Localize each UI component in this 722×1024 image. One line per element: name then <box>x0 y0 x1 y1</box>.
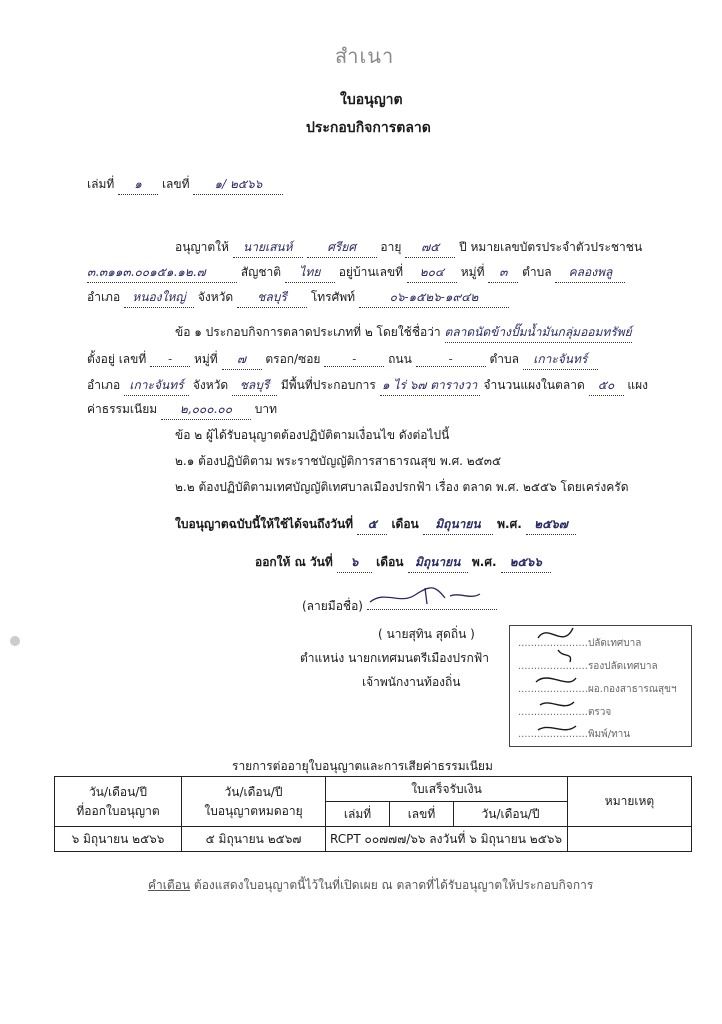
cell-remark <box>568 827 692 852</box>
licensee-surname: ศรียศ <box>307 238 377 258</box>
issued-line <box>255 553 551 573</box>
header-remark: หมายเหตุ <box>568 777 692 827</box>
issued-year-label: พ.ศ. <box>471 555 497 569</box>
soi-label: ตรอก/ซอย <box>265 352 321 366</box>
clause1-province-label: จังหวัด <box>192 378 229 392</box>
validity-line <box>175 515 576 535</box>
book-label: เล่มที่ <box>87 177 115 191</box>
copy-stamp: สำเนา <box>335 44 395 68</box>
baht-label: บาท <box>254 402 278 416</box>
validity-month: มิถุนายน <box>423 515 493 535</box>
handwritten-signature <box>365 580 485 610</box>
warning-text: ต้องแสดงใบอนุญาตนี้ไว้ในที่เปิดเผย ณ ตลาดที่ได้รับอนุญาตให้ประกอบกิจการ <box>193 878 594 892</box>
province-label: จังหวัด <box>197 290 234 304</box>
tambon-label: ตำบล <box>522 265 552 279</box>
clause1-province: ชลบุรี <box>232 376 277 396</box>
road: - <box>416 352 486 367</box>
clause1-line-4 <box>87 400 277 420</box>
age-label: อายุ <box>380 240 402 254</box>
house-label: อยู่บ้านเลขที่ <box>338 265 404 279</box>
cell-issue-date: ๖ มิถุนายน ๒๕๖๖ <box>55 827 182 852</box>
fee: ๒,๐๐๐.๐๐ <box>161 400 251 420</box>
document-subtitle: ประกอบกิจการตลาด <box>306 120 431 136</box>
header-number: เลขที่ <box>390 802 454 827</box>
approval-row: ......................ผอ.กองสาธารณสุขฯ <box>518 684 677 695</box>
nationality-label: สัญชาติ <box>240 265 282 279</box>
clause1-moo-label: หมู่ที่ <box>193 352 218 366</box>
road-label: ถนน <box>388 352 412 366</box>
issued-month-label: เดือน <box>376 555 404 569</box>
issued-year: ๒๕๖๖ <box>501 553 551 573</box>
book-number: ๑ <box>118 175 158 195</box>
approval-row: ......................รองปลัดเทศบาล <box>518 661 658 672</box>
header-receipt: ใบเสร็จรับเงิน <box>326 777 568 802</box>
clause1-amphoe-label: อำเภอ <box>87 378 121 392</box>
validity-year: ๒๕๖๗ <box>526 515 576 535</box>
punch-hole-mark <box>10 636 20 646</box>
validity-year-label: พ.ศ. <box>497 517 522 531</box>
validity-label: ใบอนุญาตฉบับนี้ให้ใช้ได้จนถึงวันที่ <box>175 517 354 531</box>
header-receipt-date: วัน/เดือน/ปี <box>454 802 568 827</box>
tambon: คลองพลู <box>555 263 625 283</box>
signatory-position-line <box>300 649 489 668</box>
issued-month: มิถุนายน <box>408 553 468 573</box>
phone: ๐๖-๑๕๒๖-๑๙๔๒ <box>359 288 509 308</box>
id-label: ปี หมายเลขบัตรประจำตัวประชาชน <box>459 240 643 254</box>
approval-row: ......................พิมพ์/ทาน <box>518 729 631 740</box>
document-title: ใบอนุญาต <box>340 92 403 108</box>
amphoe: หนองใหญ่ <box>124 288 194 308</box>
clause1-tambon-label: ตำบล <box>489 352 519 366</box>
approval-row: ......................ตรวจ <box>518 707 612 718</box>
phone-label: โทรศัพท์ <box>310 290 356 304</box>
area-label: มีพื้นที่ประกอบการ <box>280 378 376 392</box>
clause2-heading: ข้อ ๒ ผู้ได้รับอนุญาตต้องปฏิบัติตามเงื่อนไข ดังต่อไปนี้ <box>175 428 450 442</box>
approval-box <box>509 625 692 747</box>
id-number: ๓.๓๑๑๓.๐๐๑๕๑.๑๒.๗ <box>87 263 237 283</box>
issued-label: ออกให้ ณ วันที่ <box>255 555 333 569</box>
location-label: ตั้งอยู่ เลขที่ <box>87 352 147 366</box>
fee-label: ค่าธรรมเนียม <box>87 402 158 416</box>
validity-month-label: เดือน <box>391 517 419 531</box>
clause1-tambon: เกาะจันทร์ <box>523 350 598 370</box>
clause1-moo: ๗ <box>222 350 262 370</box>
house-number: ๒๐๔ <box>407 263 457 283</box>
license-number-label: เลขที่ <box>161 177 190 191</box>
grant-label: อนุญาตให้ <box>175 240 229 254</box>
clause2-item-1: ๒.๑ ต้องปฏิบัติตาม พระราชบัญญัติการสาธารณสุข พ.ศ. ๒๕๓๕ <box>175 454 502 468</box>
fees-table <box>54 776 692 852</box>
book-line <box>87 175 283 195</box>
licensee-age: ๗๕ <box>405 238 455 258</box>
soi: - <box>324 352 384 367</box>
position-label: ตำแหน่ง <box>300 651 345 665</box>
cell-receipt: RCPT ๐๐๗๗๗/๖๖ ลงวันที่ ๖ มิถุนายน ๒๕๖๖ <box>326 827 568 852</box>
clause1-line-3 <box>87 376 648 396</box>
stalls-unit: แผง <box>627 378 649 392</box>
signature-label: (ลายมือชื่อ) <box>302 599 363 613</box>
signatory-position: นายกเทศมนตรีเมืองปรกฟ้า <box>348 651 489 665</box>
location-number: - <box>150 352 190 367</box>
clause1-line-1 <box>175 323 632 343</box>
market-name: ตลาดนัดข้างปั๊มน้ำมันกลุ่มออมทรัพย์ <box>445 323 632 343</box>
licensee-name: นายเสนห์ <box>233 238 303 258</box>
signatory-role: เจ้าพนักงานท้องถิ่น <box>362 675 461 689</box>
licensee-line-1 <box>175 238 642 258</box>
moo-label: หมู่ที่ <box>460 265 485 279</box>
approval-row: ......................ปลัดเทศบาล <box>518 638 642 649</box>
clause1-line-2 <box>87 350 598 370</box>
table-row <box>55 827 692 852</box>
amphoe-label: อำเภอ <box>87 290 121 304</box>
clause1-amphoe: เกาะจันทร์ <box>124 376 189 396</box>
header-book: เล่มที่ <box>326 802 390 827</box>
validity-day: ๕ <box>357 515 387 535</box>
clause2-item-2: ๒.๒ ต้องปฏิบัติตามเทศบัญญัติเทศบาลเมืองปรกฟ้า เรื่อง ตลาด พ.ศ. ๒๕๕๖ โดยเคร่งครัด <box>175 480 629 494</box>
header-expire-date: วัน/เดือน/ปี ใบอนุญาตหมดอายุ <box>182 777 326 827</box>
licensee-line-3 <box>87 288 509 308</box>
nationality: ไทย <box>285 263 335 283</box>
issued-day: ๖ <box>337 553 372 573</box>
fees-table-caption: รายการต่ออายุใบอนุญาตและการเสียค่าธรรมเนียม <box>232 759 493 773</box>
moo: ๓ <box>488 263 518 283</box>
warning-label: คำเตือน <box>148 878 191 892</box>
licensee-line-2 <box>87 263 625 283</box>
header-issue-date: วัน/เดือน/ปี ที่ออกใบอนุญาต <box>55 777 182 827</box>
area: ๑ ไร่ ๖๗ ตารางวา <box>380 376 480 396</box>
license-number: ๑/ ๒๕๖๖ <box>193 175 283 195</box>
initials-scribbles <box>528 620 588 745</box>
warning-line <box>148 876 593 895</box>
stalls: ๕๐ <box>589 376 624 396</box>
signatory-name: ( นายสุทิน สุดถิ่น ) <box>378 627 475 641</box>
clause1-intro: ข้อ ๑ ประกอบกิจการตลาดประเภทที่ ๒ โดยใช้ชื่อว่า <box>175 325 441 339</box>
cell-expire-date: ๕ มิถุนายน ๒๕๖๗ <box>182 827 326 852</box>
province: ชลบุรี <box>237 288 307 308</box>
stalls-label: จำนวนแผงในตลาด <box>483 378 585 392</box>
